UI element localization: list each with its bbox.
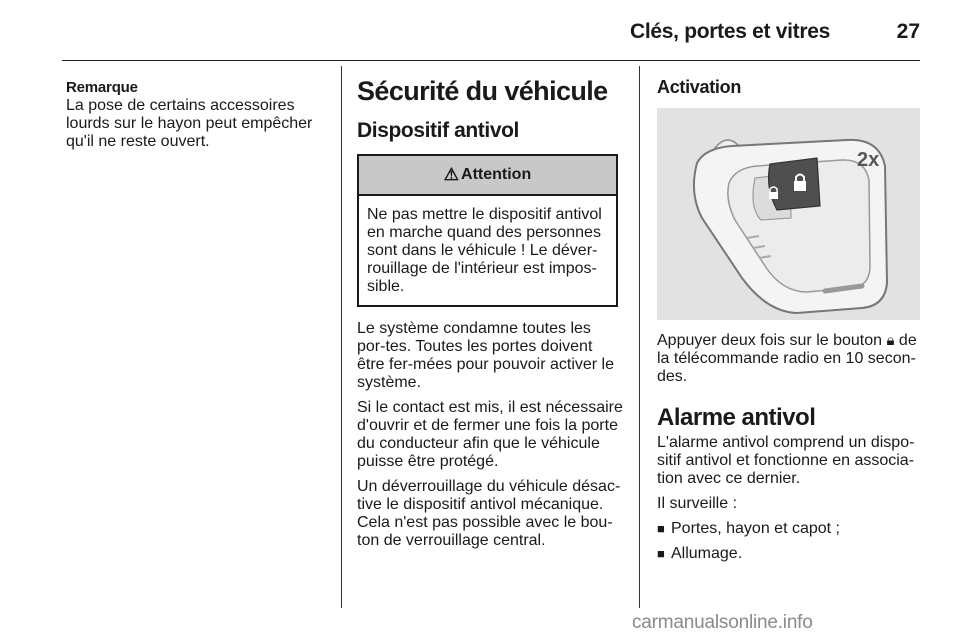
header-rule: [62, 60, 920, 61]
warning-header: [359, 156, 616, 196]
list-item: [657, 545, 920, 563]
warning-title: Attention: [461, 166, 532, 183]
note-heading: Remarque: [66, 79, 138, 96]
lock-icon: 🔒︎: [886, 332, 895, 349]
column-divider-1: [341, 66, 342, 608]
watermark: carmanualsonline.info: [632, 612, 813, 633]
paragraph-1: Le système condamne toutes les por-tes. Toutes les portes doivent être fer-mées pour pouvoir activer le système.: [357, 320, 614, 391]
alarm-heading: Alarme antivol: [657, 404, 816, 431]
page-header-title: Clés, portes et vitres: [630, 20, 830, 43]
column-2: [357, 76, 623, 550]
column-1: [66, 79, 328, 151]
column-divider-2: [639, 66, 640, 608]
list-item: [657, 520, 920, 538]
bullet-text: Allumage.: [671, 545, 743, 562]
monitors-label: Il surveille :: [657, 495, 738, 512]
activation-text-before: Appuyer deux fois sur le bouton: [657, 332, 883, 349]
paragraph-3: Un déverrouillage du véhicule désac-tive le dispositif antivol mécanique. Cela n'est pas possible avec le bou-ton de verrouillage central.: [357, 478, 621, 549]
figure-label-2x: 2x: [857, 149, 880, 171]
key-fob-illustration: [657, 108, 920, 320]
page-number: 27: [896, 20, 920, 43]
note-text: La pose de certains accessoires lourds sur le hayon peut empêcher qu'il ne reste ouvert.: [66, 97, 313, 150]
alarm-text: L'alarme antivol comprend un dispo-sitif antivol et fonctionne en associa-tion avec ce dernier.: [657, 434, 915, 487]
section-title: Sécurité du véhicule: [357, 76, 608, 106]
warning-text: Ne pas mettre le dispositif antivol en marche quand des personnes sont dans le véhicule ! Le déver-rouillage de l'intérieur est impos-sible.: [367, 206, 602, 295]
bullet-text: Portes, hayon et capot ;: [671, 520, 840, 537]
subsection-title: Dispositif antivol: [357, 119, 519, 142]
activation-text-after: de la télécommande radio en 10 secon-des.: [657, 332, 917, 385]
warning-triangle-icon: ⚠: [443, 165, 460, 184]
column-3: [657, 76, 920, 563]
bullet-square-icon: ■: [657, 546, 665, 561]
key-fob-drawing: [657, 108, 920, 320]
activation-heading: Activation: [657, 77, 742, 97]
activation-text: [657, 332, 920, 386]
paragraph-2: Si le contact est mis, il est nécessaire d'ouvrir et de fermer une fois la porte du conducteur afin que le véhicule puisse être protégé.: [357, 399, 623, 470]
bullet-square-icon: ■: [657, 521, 665, 536]
warning-box: [357, 154, 618, 307]
